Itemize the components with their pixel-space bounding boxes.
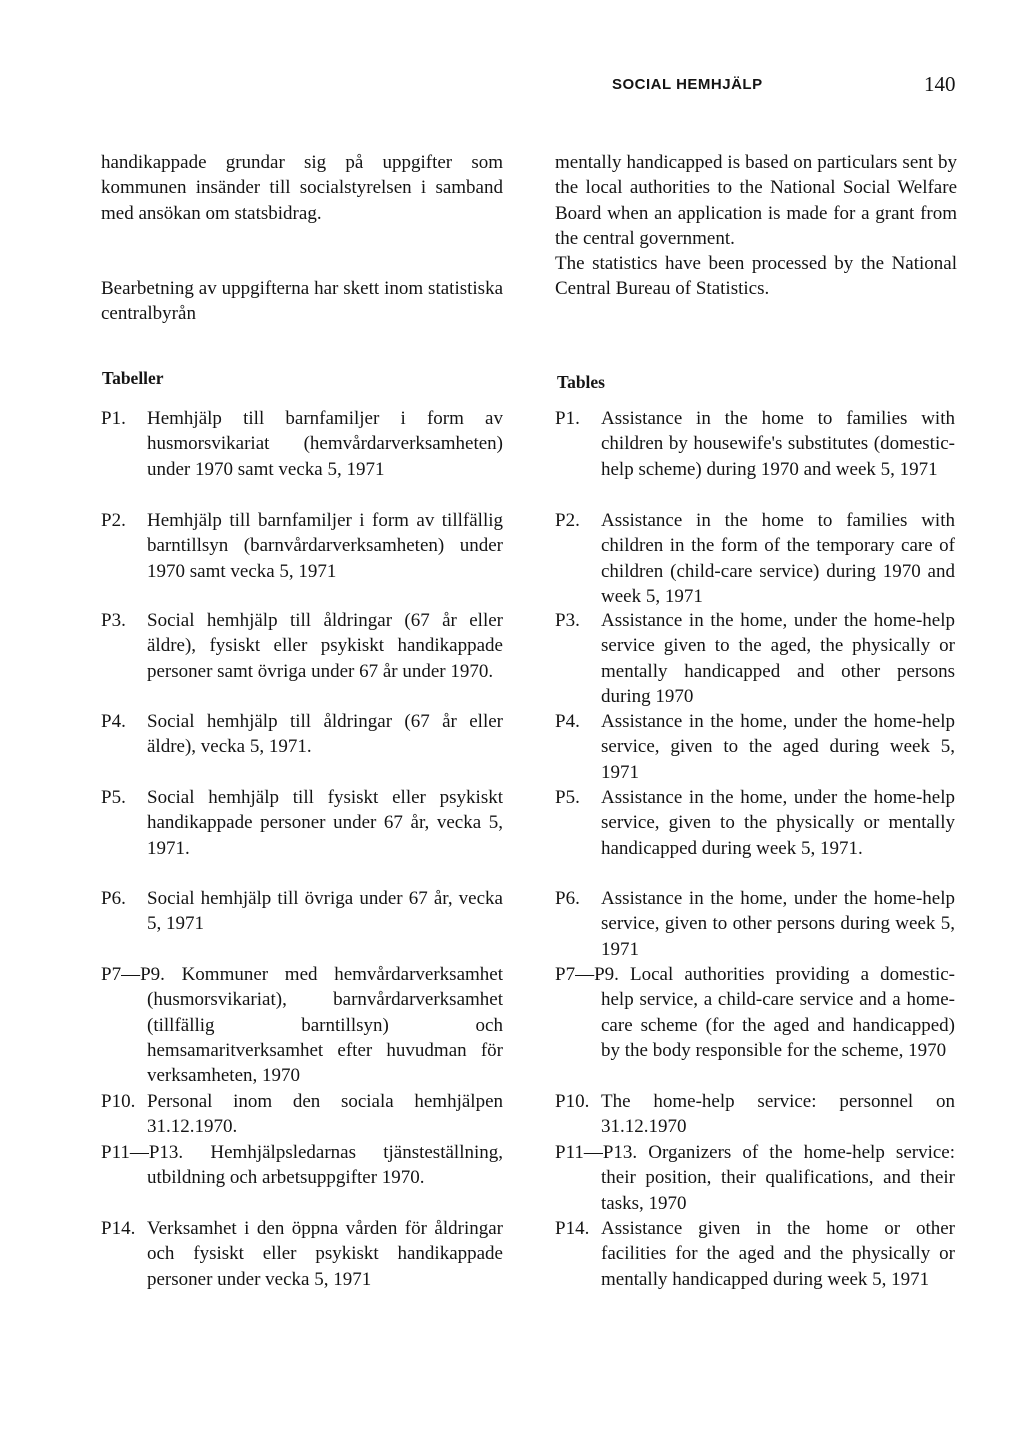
entry-text: Hemhjälpsledarnas tjänsteställning, utbildning och arbetsuppgifter 1970. [147, 1142, 503, 1189]
page-header [612, 72, 962, 102]
entry-label: P7—P9. [555, 964, 619, 985]
running-head: SOCIAL HEMHJÄLP [612, 76, 763, 93]
left-intro [101, 150, 503, 326]
entry-text: The home-help service: personnel on 31.12.1970 [601, 1091, 955, 1138]
entry-text: Organizers of the home-help service: their position, their qualifications, and their tasks, 1970 [601, 1142, 956, 1214]
entry-text: Social hemhjälp till fysiskt eller psykiskt handikappade personer under 67 år, vecka 5, 1971. [147, 787, 503, 859]
left-entry-p10 [101, 1089, 503, 1140]
entry-label: P3. [101, 610, 126, 631]
entry-label: P10. [101, 1091, 136, 1112]
entry-text: Hemhjälp till barnfamiljer i form av tillfällig barntillsyn (barnvårdarverksamheten) under 1970 samt vecka 5, 1971 [147, 510, 503, 582]
left-tables-heading: Tabeller [102, 368, 164, 388]
left-intro-paragraph-2: Bearbetning av uppgifterna har skett inom statistiska centralbyrån [101, 277, 503, 325]
entry-label: P11—P13. [101, 1142, 184, 1163]
entry-label: P14. [555, 1218, 590, 1239]
entry-label: P14. [101, 1218, 136, 1239]
entry-label: P3. [555, 610, 580, 631]
right-entry-p10 [555, 1089, 955, 1140]
right-entry-p14 [555, 1216, 955, 1292]
entry-text: Assistance in the home, under the home-help service, given to the physically or mentally handicapped during week 5, 1971. [601, 787, 955, 859]
left-entry-p2 [101, 508, 503, 584]
entry-text: Assistance in the home, under the home-help service, given to other persons during week 5, 1971 [601, 888, 955, 960]
right-intro-paragraph-2: The statistics have been processed by the National Central Bureau of Statistics. [555, 253, 957, 300]
entry-text: Assistance given in the home or other facilities for the aged and the physically or mentally handicapped during week 5, 1971 [601, 1218, 955, 1290]
left-entry-p6 [101, 886, 503, 937]
left-entry-p4 [101, 709, 503, 760]
entry-label: P5. [101, 787, 126, 808]
right-entry-p7-p9 [555, 962, 955, 1063]
entry-label: P6. [555, 888, 580, 909]
entry-text: Local authorities providing a domestic-help service, a child-care service and a home-care scheme (for the aged and handicapped) by the body responsible for the scheme, 1970 [601, 964, 956, 1061]
entry-text: Kommuner med hemvårdarverksamhet (husmorsvikariat), barnvårdarverksamhet (tillfällig barntillsyn) och hemsamaritverksamhet efter huvudman för verksamheten, 1970 [147, 964, 504, 1087]
entry-text: Assistance in the home to families with children in the form of the temporary care of children (child-care service) during 1970 and week 5, 1971 [601, 510, 955, 607]
entry-label: P2. [555, 510, 580, 531]
right-entry-p5 [555, 785, 955, 861]
right-entry-p6 [555, 886, 955, 962]
entry-label: P11—P13. [555, 1142, 638, 1163]
entry-label: P5. [555, 787, 580, 808]
entry-label: P4. [555, 711, 580, 732]
right-tables-heading: Tables [557, 372, 605, 392]
left-entry-p11-p13 [101, 1140, 503, 1191]
entry-text: Verksamhet i den öppna vården för åldringar och fysiskt eller psykiskt handikappade personer under vecka 5, 1971 [147, 1218, 503, 1290]
right-intro-paragraph-1: mentally handicapped is based on particulars sent by the local authorities to the National Social Welfare Board when an application is made for a grant from the central government. [555, 152, 957, 249]
entry-text: Assistance in the home, under the home-help service, given to the aged during week 5, 1971 [601, 711, 955, 783]
entry-label: P7—P9. [101, 964, 165, 985]
right-entry-p2 [555, 508, 955, 609]
left-intro-paragraph-1: handikappade grundar sig på uppgifter som kommunen insänder till socialstyrelsen i samband med ansökan om statsbidrag. [101, 152, 503, 224]
entry-text: Social hemhjälp till åldringar (67 år eller äldre), vecka 5, 1971. [147, 711, 503, 758]
left-entry-p7-p9 [101, 962, 503, 1088]
entry-label: P2. [101, 510, 126, 531]
right-entry-p4 [555, 709, 955, 785]
right-entry-p1 [555, 406, 955, 482]
left-entry-p3 [101, 608, 503, 684]
entry-label: P6. [101, 888, 126, 909]
page-number: 140 [924, 72, 956, 96]
right-entry-p11-p13 [555, 1140, 955, 1216]
left-entry-p1 [101, 406, 503, 482]
right-intro [555, 150, 957, 302]
entry-label: P1. [555, 408, 580, 429]
entry-text: Hemhjälp till barnfamiljer i form av husmorsvikariat (hemvårdarverksamheten) under 1970 samt vecka 5, 1971 [147, 408, 503, 480]
entry-label: P1. [101, 408, 126, 429]
entry-text: Personal inom den sociala hemhjälpen 31.12.1970. [147, 1091, 503, 1138]
entry-text: Social hemhjälp till övriga under 67 år, vecka 5, 1971 [147, 888, 503, 935]
left-entry-p5 [101, 785, 503, 861]
left-entry-p14 [101, 1216, 503, 1292]
right-entry-p3 [555, 608, 955, 709]
entry-label: P4. [101, 711, 126, 732]
entry-label: P10. [555, 1091, 590, 1112]
entry-text: Social hemhjälp till åldringar (67 år eller äldre), fysiskt eller psykiskt handikappade personer samt övriga under 67 år under 1970. [147, 610, 503, 682]
entry-text: Assistance in the home, under the home-help service given to the aged, the physically or mentally handicapped and other persons during 1970 [601, 610, 955, 707]
entry-text: Assistance in the home to families with children by housewife's substitutes (domestic-help scheme) during 1970 and week 5, 1971 [601, 408, 955, 480]
